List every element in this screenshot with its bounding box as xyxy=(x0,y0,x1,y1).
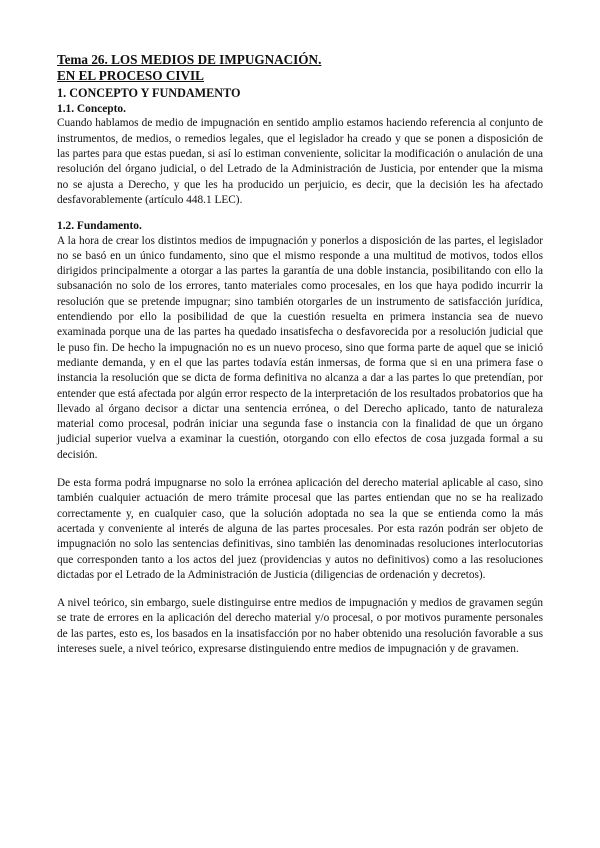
page-title-line-2: EN EL PROCESO CIVIL xyxy=(57,68,204,83)
section-heading-concepto-fundamento: 1. CONCEPTO Y FUNDAMENTO xyxy=(57,86,241,100)
paragraph-fundamento-1: A la hora de crear los distintos medios de impugnación y ponerlos a disposición de las partes, el legislador no se basó en un único fundamento, sino que el mismo responde a una multitud de motivos, todos ellos dirigidos principalmente a otorgar a las partes la garantía de una doble instancia, posibilitando con ello la subsanación no solo de los errores, tanto materiales como procesales, en los que haya podido incurrir la resolución que se pretende impugnar; sino también otorgarles de un instrumento de satisfacción jurídica, entendiendo por ello la posibilidad de que la cuestión resuelta en primera instancia sea de nuevo examinada porque una de las partes ha quedado insatisfecha o desfavorecida por a resolución judicial que le puso fin. De hecho la impugnación no es un nuevo proceso, sino que forma parte de aquel que se inició mediante demanda, y en el que las partes todavía están inmersas, de forma que si en una primera fase o instancia la resolución que se dicta de forma definitiva no alcanza a dar a las partes lo que pretendían, por entender que está afectada por algún error respecto de la interpretación de los resultados probatorios que ha llevado al órgano decisor a dictar una sentencia errónea, o del Derecho aplicado, tanto de naturaleza material como procesal, podrán iniciar una segunda fase o instancia con la finalidad de que un órgano judicial superior vuelva a examinar la cuestión, otorgando con ello efectos de cosa juzgada formal a su decisión. xyxy=(57,234,543,461)
page-title-line-1: Tema 26. LOS MEDIOS DE IMPUGNACIÓN. xyxy=(57,52,322,67)
paragraph-fundamento-3: A nivel teórico, sin embargo, suele distinguirse entre medios de impugnación y medios de gravamen según se trate de errores en la aplicación del derecho material y/o procesal, o por motivos puramente personales de las partes, esto es, los basados en la insatisfacción por no haber obtenido una resolución favorable a sus intereses suele, a nivel teórico, expresarse distinguiendo entre medios de impugnación y de gravamen. xyxy=(57,597,543,656)
document-body xyxy=(57,52,543,657)
paragraph-fundamento-2: De esta forma podrá impugnarse no solo la errónea aplicación del derecho material aplicable al caso, sino también cualquier actuación de mero trámite procesal que las partes entiendan que no se ha realizado correctamente y, en cualquier caso, que la solución adoptada no sea la que se entienda como la más acertada y conveniente al interés de alguna de las partes procesales. Por esta razón podrán ser objeto de impugnación no solo las sentencias definitivas, sino también las denominadas resoluciones interlocutorias que corresponden tanto a los actos del juez (providencias y autos no definitivos) como a las resoluciones dictadas por el Letrado de la Administración de Justicia (diligencias de ordenación y decretos). xyxy=(57,477,543,581)
subsection-heading-fundamento: 1.2. Fundamento. xyxy=(57,220,142,233)
paragraph-concepto: Cuando hablamos de medio de impugnación en sentido amplio estamos haciendo referencia al conjunto de instrumentos, de medios, o remedios legales, que el legislador ha creado y que se ponen a disposición de las partes para que estas puedan, si así lo estiman conveniente, solicitar la modificación o anulación de una resolución del órgano judicial, o del Letrado de la Administración de Justicia, por entender que la misma no se ajusta a Derecho, y que les ha producido un perjuicio, es decir, que la decisión les ha afectado desfavorablemente (artículo 448.1 LEC). xyxy=(57,117,543,206)
subsection-heading-concepto: 1.1. Concepto. xyxy=(57,103,126,115)
